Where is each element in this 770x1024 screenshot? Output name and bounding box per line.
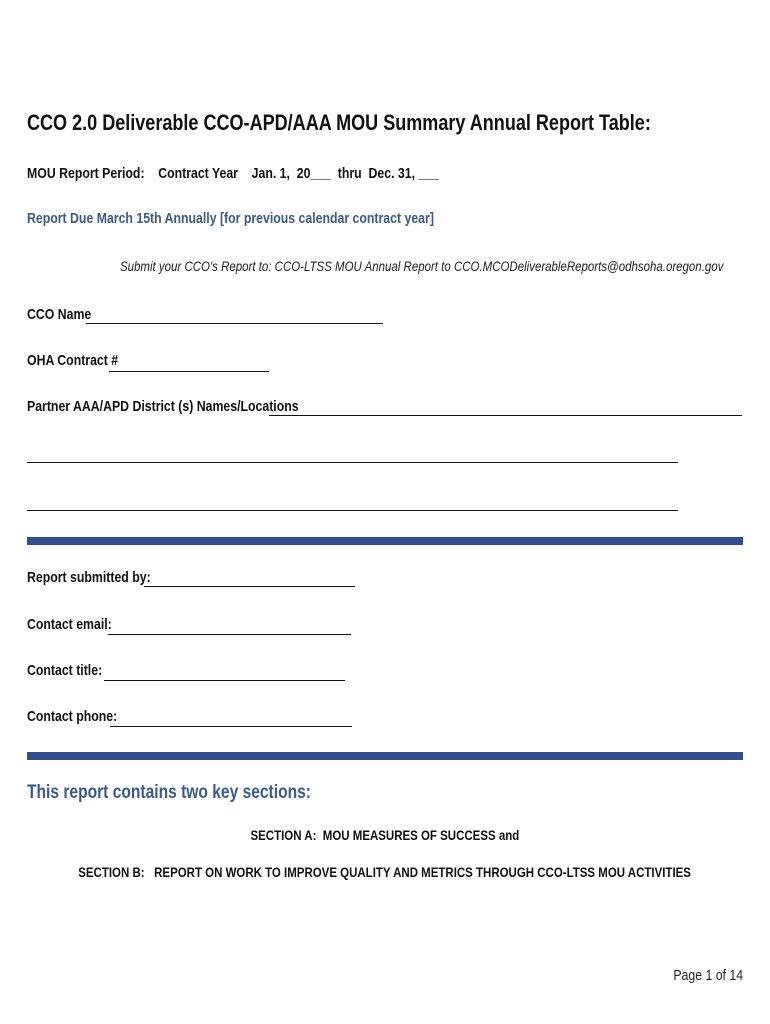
submitted-by-field[interactable] [144,586,355,587]
contact-email-field[interactable] [108,634,351,635]
oha-contract-label [27,352,138,369]
sections-heading [27,782,373,804]
cco-name-field[interactable] [86,323,383,324]
contact-email-label-text: Contact email: [27,616,112,633]
partner-aaa-label-text: Partner AAA/APD District (s) Names/Locations [27,398,299,415]
submit-instructions-text: Submit your CCO's Report to: CCO-LTSS MOU Annual Report to CCO.MCODeliverableReports@odhsoha.oregon.gov [120,258,724,274]
partner-aaa-label [27,398,358,415]
section-a-text: SECTION A: MOU MEASURES OF SUCCESS and [250,827,520,843]
document-title [27,110,770,136]
oha-contract-label-text: OHA Contract # [27,352,119,369]
due-notice-text: Report Due March 15th Annually [for previous calendar contract year] [27,210,434,227]
section-divider-bar [27,537,743,545]
submitted-by-label-text: Report submitted by: [27,569,151,586]
cco-name-label [27,306,105,323]
contact-email-label [27,616,130,633]
contact-phone-label-text: Contact phone: [27,708,118,725]
page-number [658,967,743,984]
contact-title-field[interactable] [104,680,345,681]
partner-aaa-field-line-2[interactable] [27,462,678,463]
document-title-text: CCO 2.0 Deliverable CCO-APD/AAA MOU Summary Annual Report Table: [27,110,651,135]
section-divider-bar-2 [27,752,743,760]
partner-aaa-field[interactable] [269,415,742,416]
contact-phone-label [27,708,137,725]
submit-instructions [120,258,770,274]
page-number-text: Page 1 of 14 [673,967,743,984]
sections-heading-text: This report contains two key sections: [27,782,311,803]
contact-title-label [27,662,119,679]
partner-aaa-field-line-3[interactable] [27,510,678,511]
report-period-text: MOU Report Period: Contract Year Jan. 1, 20___ thru Dec. 31, ___ [27,165,439,182]
section-a-line [0,827,770,843]
due-notice [27,210,523,227]
cco-name-label-text: CCO Name [27,306,92,323]
section-b-text: SECTION B: REPORT ON WORK TO IMPROVE QUALITY AND METRICS THROUGH CCO-LTSS MOU ACTIVITIES [78,864,692,880]
section-b-line [0,864,770,880]
contact-phone-field[interactable] [110,726,352,727]
oha-contract-field[interactable] [109,371,269,372]
contact-title-label-text: Contact title: [27,662,103,679]
submitted-by-label [27,569,178,586]
report-period [27,165,529,182]
